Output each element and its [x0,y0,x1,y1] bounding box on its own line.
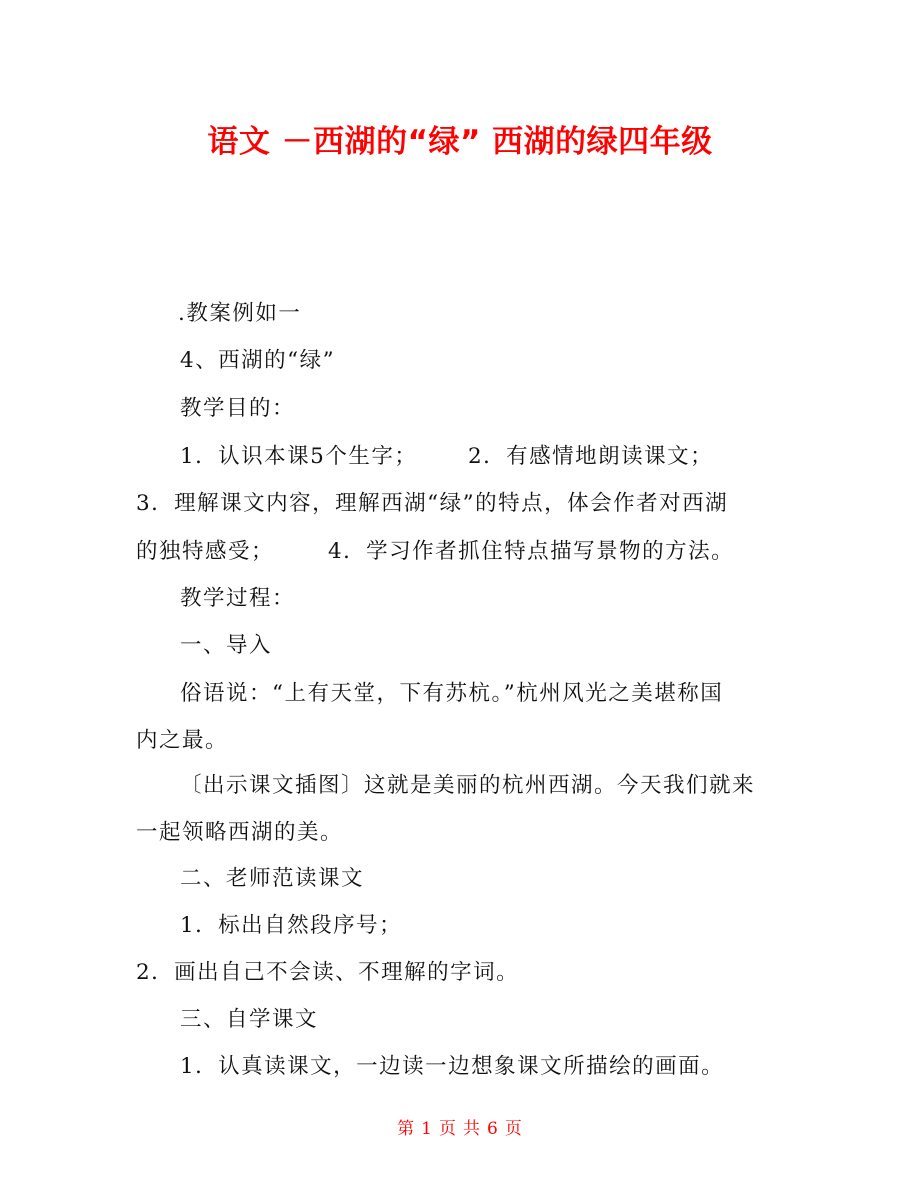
text-line: 〔出示课文插图〕这就是美丽的杭州西湖。今天我们就来 [180,773,756,798]
footer-current-page: 1 [421,1119,433,1139]
text-line: 1．认识本课5个生字； [180,444,418,469]
text-line: 三、自学课文 [180,1007,319,1032]
page-footer [0,1114,920,1139]
footer-page-label: 第 [397,1119,416,1139]
text-line: 内之最。 [136,728,229,753]
text-line: .教案例如一 [178,301,302,326]
document-title: 语文 －西湖的“绿” 西湖的绿四年级 [207,124,713,160]
footer-total-pages: 6 [487,1119,499,1139]
text-line: 3．理解课文内容，理解西湖“绿”的特点，体会作者对西湖 [136,491,729,516]
text-line: 2．有感情地朗读课文； [468,444,714,469]
footer-total-unit: 页 [504,1119,523,1139]
text-line: 教学过程： [180,586,296,611]
text-line: 教学目的： [180,396,296,421]
footer-total-label: 共 [463,1119,481,1139]
text-line: 一起领略西湖的美。 [136,820,344,845]
footer-page-unit: 页 [439,1119,457,1139]
text-line: 2．画出自己不会读、不理解的字词。 [136,960,520,985]
text-line: 二、老师范读课文 [180,866,365,891]
text-line: 4、西湖的“绿” [180,348,336,373]
text-line: 的独特感受； [136,539,275,564]
text-line: 1．认真读课文，一边读一边想象课文所描绘的画面。 [180,1054,725,1079]
text-line: 一、导入 [180,633,273,658]
text-line: 4．学习作者抓住特点描写景物的方法。 [328,539,735,564]
text-line: 俗语说：“上有天堂，下有苏杭。”杭州风光之美堪称国 [180,681,724,706]
text-line: 1．标出自然段序号； [180,913,403,938]
